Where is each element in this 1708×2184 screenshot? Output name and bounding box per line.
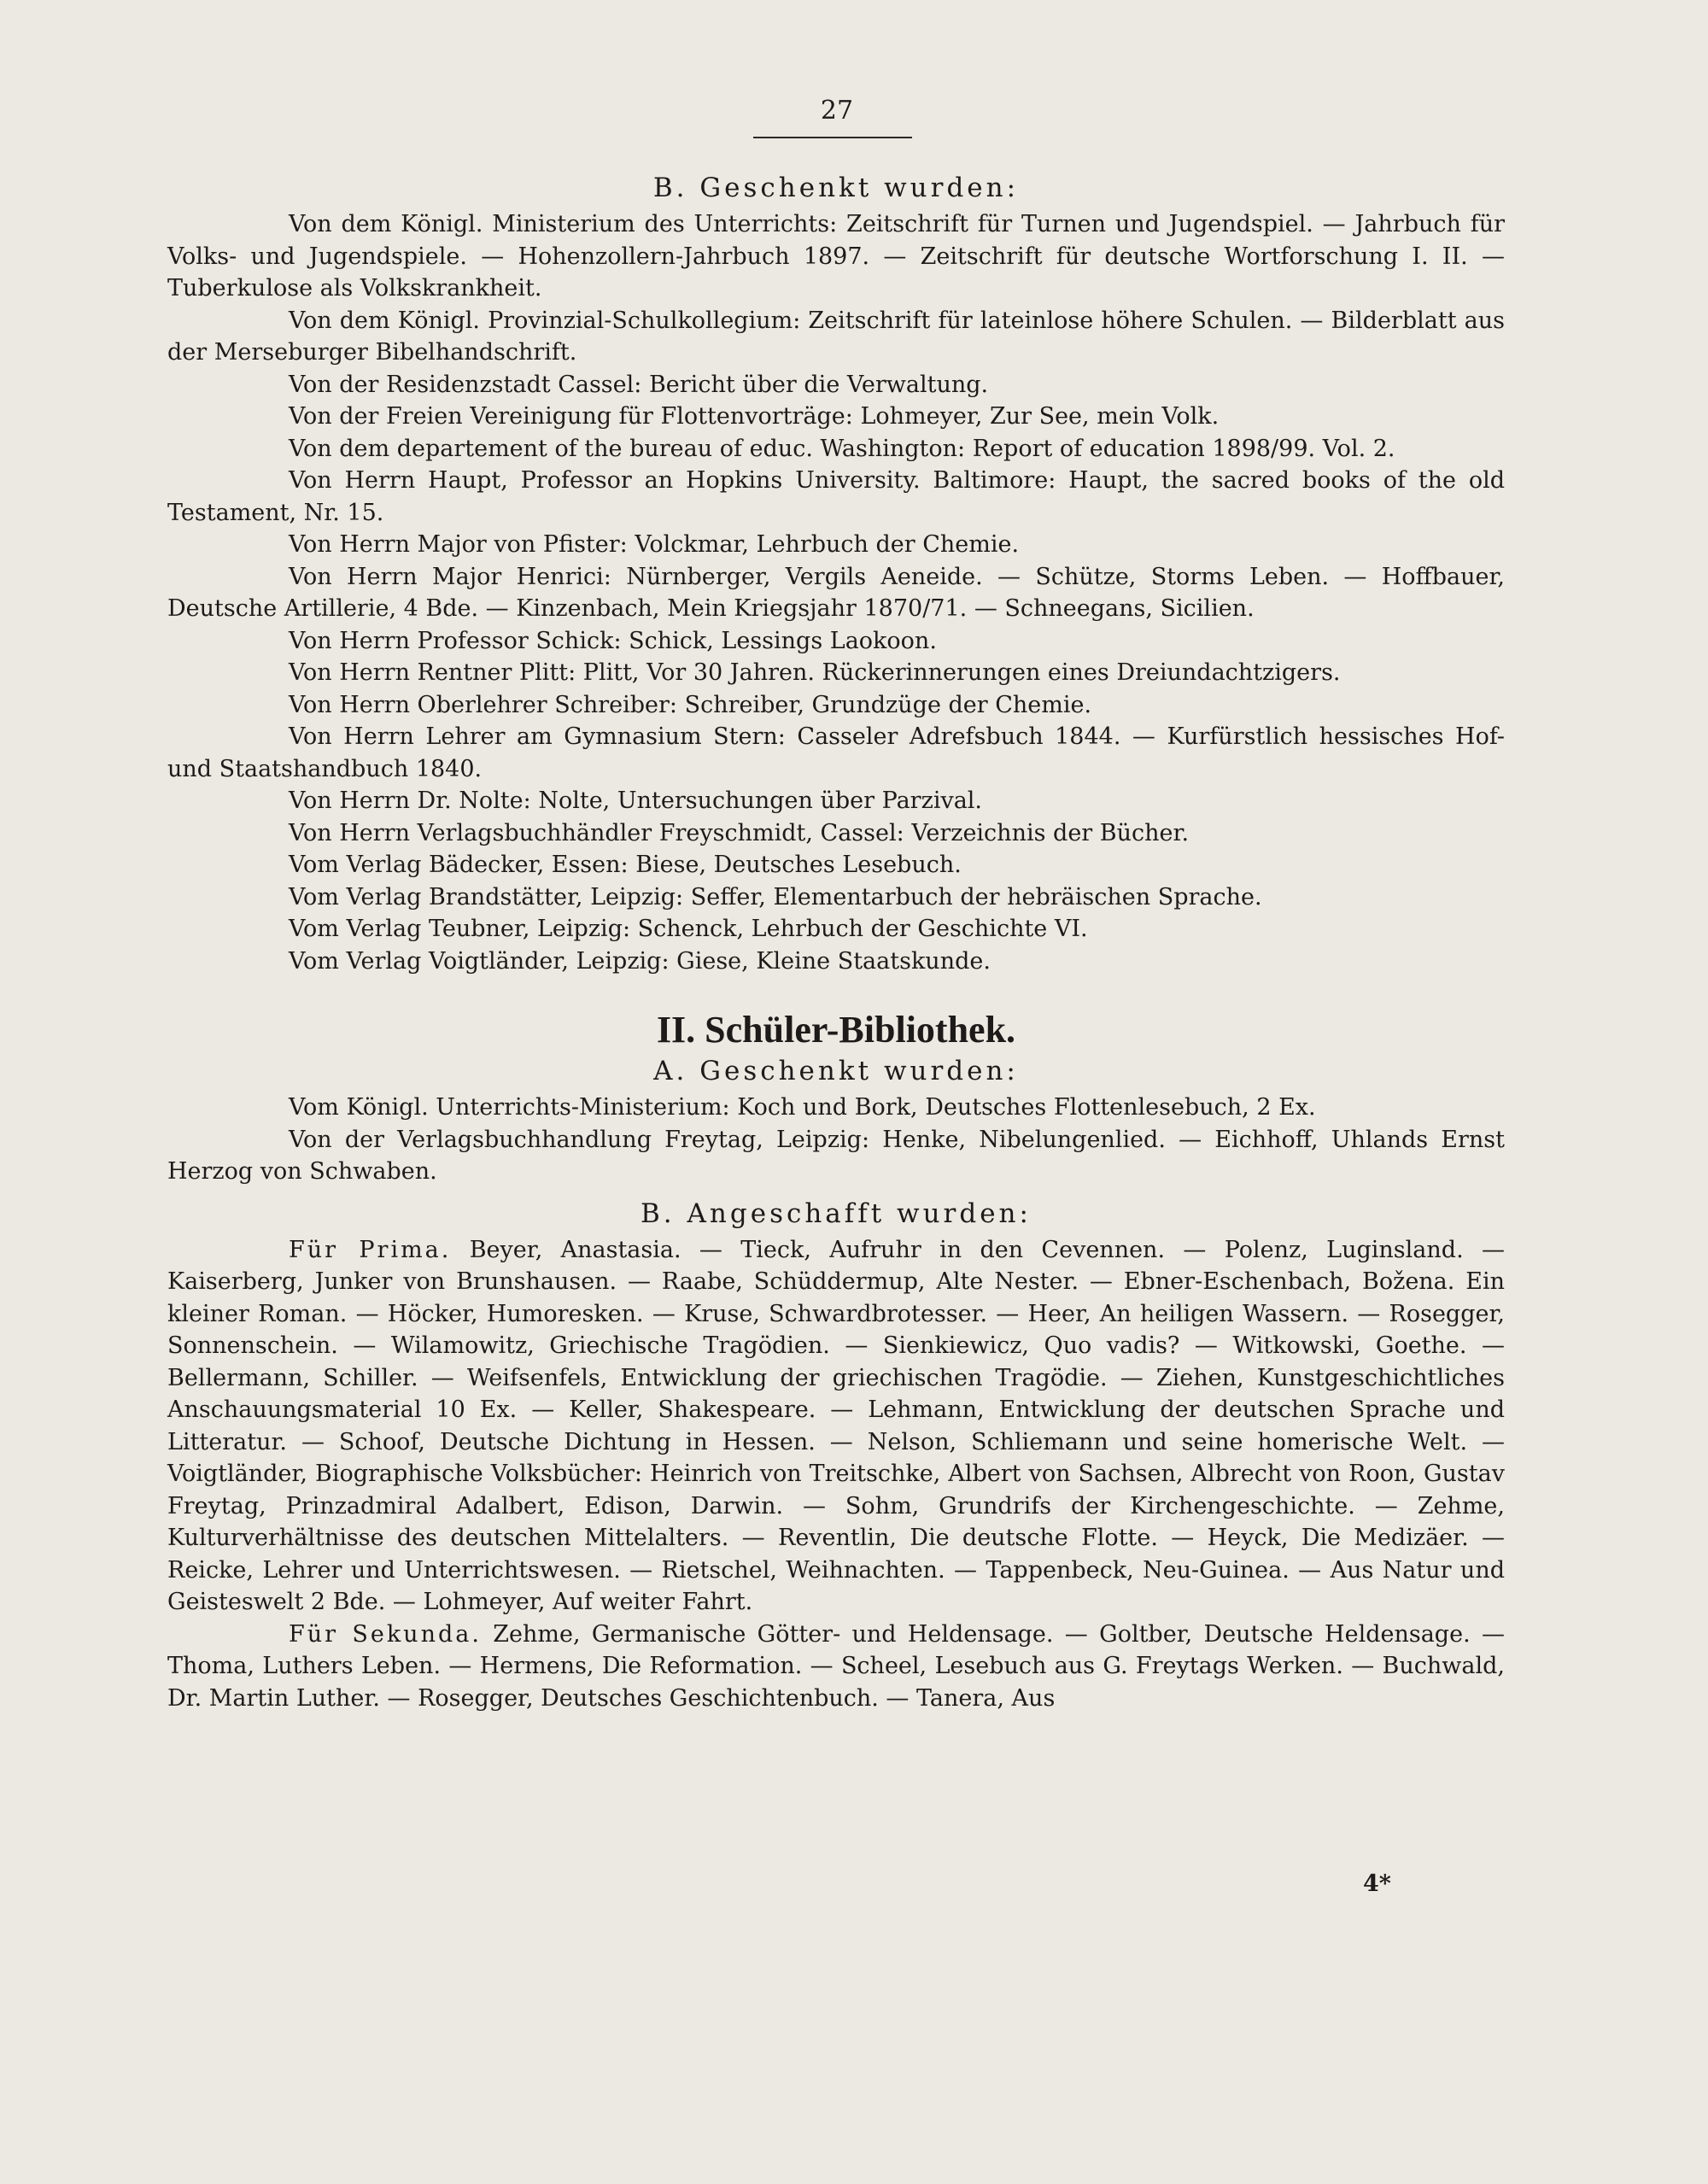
prima-purchases <box>167 1234 1505 1619</box>
donation-entry: Von dem departement of the bureau of educ. Washington: Report of education 1898/99. Vol. 2. <box>289 435 1395 462</box>
signature-mark: 4* <box>1363 1871 1391 1897</box>
donation-entry: Von Herrn Lehrer am Gymnasium Stern: Casseler Adrefsbuch 1844. — Kurfürstlich hessisches Hof- und Staatshandbuch 1840. <box>167 723 1505 782</box>
donation-entry: Vom Verlag Brandstätter, Leipzig: Seffer, Elementarbuch der hebräischen Sprache. <box>289 883 1262 910</box>
page-number-rule <box>753 137 912 138</box>
donation-entry: Von Herrn Haupt, Professor an Hopkins University. Baltimore: Haupt, the sacred books of the old Testament, Nr. 15. <box>167 467 1505 526</box>
library-donations-list <box>167 208 1505 977</box>
page-number: 27 <box>820 96 854 126</box>
sekunda-purchases <box>167 1619 1505 1715</box>
donation-entry: Von Herrn Major Henrici: Nürnberger, Vergils Aeneide. — Schütze, Storms Leben. — Hoffbauer, Deutsche Artillerie, 4 Bde. — Kinzenbach, Mein Kriegsjahr 1870/71. — Schneegans, Sicilien. <box>167 563 1505 622</box>
student-library-title: II. Schüler-Bibliothek. <box>656 1009 1016 1051</box>
donation-entry: Von Herrn Professor Schick: Schick, Lessings Laokoon. <box>289 627 937 654</box>
donation-entry: Von Herrn Oberlehrer Schreiber: Schreiber, Grundzüge der Chemie. <box>289 691 1092 718</box>
donation-entry: Von Herrn Rentner Plitt: Plitt, Vor 30 Jahren. Rückerinnerungen eines Dreiundachtzigers. <box>289 659 1341 686</box>
donation-entry: Vom Verlag Bädecker, Essen: Biese, Deutsches Lesebuch. <box>289 852 962 878</box>
student-purchases-heading: B. Angeschafft wurden: <box>640 1197 1032 1229</box>
donation-entry: Von Herrn Dr. Nolte: Nolte, Untersuchungen über Parzival. <box>289 788 983 814</box>
donation-entry: Von Herrn Major von Pfister: Volckmar, Lehrbuch der Chemie. <box>289 531 1020 558</box>
donation-entry: Von Herrn Verlagsbuchhändler Freyschmidt, Cassel: Verzeichnis der Bücher. <box>289 819 1190 846</box>
prima-lead: Für Prima. <box>289 1236 452 1263</box>
sekunda-text: Zehme, Germanische Götter- und Heldensage. — Goltber, Deutsche Heldensage. — Thoma, Luthers Leben. — Hermens, Die Reformation. — Scheel, Lesebuch aus G. Freytags Werken. — Buchwald, Dr. Martin Luther. — Rosegger, Deutsches Geschichtenbuch. — Tanera, Aus <box>167 1620 1505 1712</box>
page-content <box>167 171 1505 1714</box>
donation-entry: Vom Königl. Unterrichts-Ministerium: Koch und Bork, Deutsches Flottenlesebuch, 2 Ex. <box>289 1094 1316 1121</box>
sekunda-lead: Für Sekunda. <box>289 1620 482 1648</box>
prima-text: Beyer, Anastasia. — Tieck, Aufruhr in den Cevennen. — Polenz, Luginsland. — Kaiserberg, Junker von Brunshausen. — Raabe, Schüddermup, Alte Nester. — Ebner-Eschenbach, Božena. Ein kleiner Roman. — Höcker, Humoresken. — Kruse, Schwardbrotesser. — Heer, An heiligen Wassern. — Rosegger, Sonnenschein. — Wilamowitz, Griechische Tragödien. — Sienkiewicz, Quo vadis? — Witkowski, Goethe. — Bellermann, Schiller. — Weifsenfels, Entwicklung der griechischen Tragödie. — Ziehen, Kunstgeschichtliches Anschauungsmaterial 10 Ex. — Keller, Shakespeare. — Lehmann, Entwicklung der deutschen Sprache und Litteratur. — Schoof, Deutsche Dichtung in Hessen. — Nelson, Schliemann und seine homerische Welt. — Voigtländer, Biographische Volksbücher: Heinrich von Treitschke, Albert von Sachsen, Albrecht von Roon, Gustav Freytag, Prinzadmiral Adalbert, Edison, Darwin. — Sohm, Grundrifs der Kirchengeschichte. — Zehme, Kulturverhältnisse des deutschen Mittelalters. — Reventlin, Die deutsche Flotte. — Heyck, Die Medizäer. — Reicke, Lehrer und Unterrichtswesen. — Rietschel, Weihnachten. — Tappenbeck, Neu-Guinea. — Aus Natur und Geisteswelt 2 Bde. — Lohmeyer, Auf weiter Fahrt. <box>167 1236 1505 1615</box>
donation-entry: Von der Freien Vereinigung für Flottenvorträge: Lohmeyer, Zur See, mein Volk. <box>289 403 1220 430</box>
student-donations-heading: A. Geschenkt wurden: <box>653 1056 1019 1086</box>
student-donations-list <box>167 1092 1505 1188</box>
donation-entry: Von der Verlagsbuchhandlung Freytag, Leipzig: Henke, Nibelungenlied. — Eichhoff, Uhlands Ernst Herzog von Schwaben. <box>167 1126 1505 1185</box>
library-donations-heading: B. Geschenkt wurden: <box>652 173 1020 203</box>
donation-entry: Von der Residenzstadt Cassel: Bericht über die Verwaltung. <box>289 371 989 398</box>
donation-entry: Vom Verlag Voigtländer, Leipzig: Giese, Kleine Staatskunde. <box>289 947 991 975</box>
donation-entry: Von dem Königl. Provinzial-Schulkollegium: Zeitschrift für lateinlose höhere Schulen. — Bilderblatt aus der Merseburger Bibelhandschrift. <box>167 307 1505 366</box>
donation-entry: Vom Verlag Teubner, Leipzig: Schenck, Lehrbuch der Geschichte VI. <box>289 916 1088 942</box>
donation-entry: Von dem Königl. Ministerium des Unterrichts: Zeitschrift für Turnen und Jugendspiel. — Jahrbuch für Volks- und Jugendspiele. — Hohenzollern-Jahrbuch 1897. — Zeitschrift für deutsche Wortforschung I. II. — Tuberkulose als Volkskrankheit. <box>167 211 1505 302</box>
